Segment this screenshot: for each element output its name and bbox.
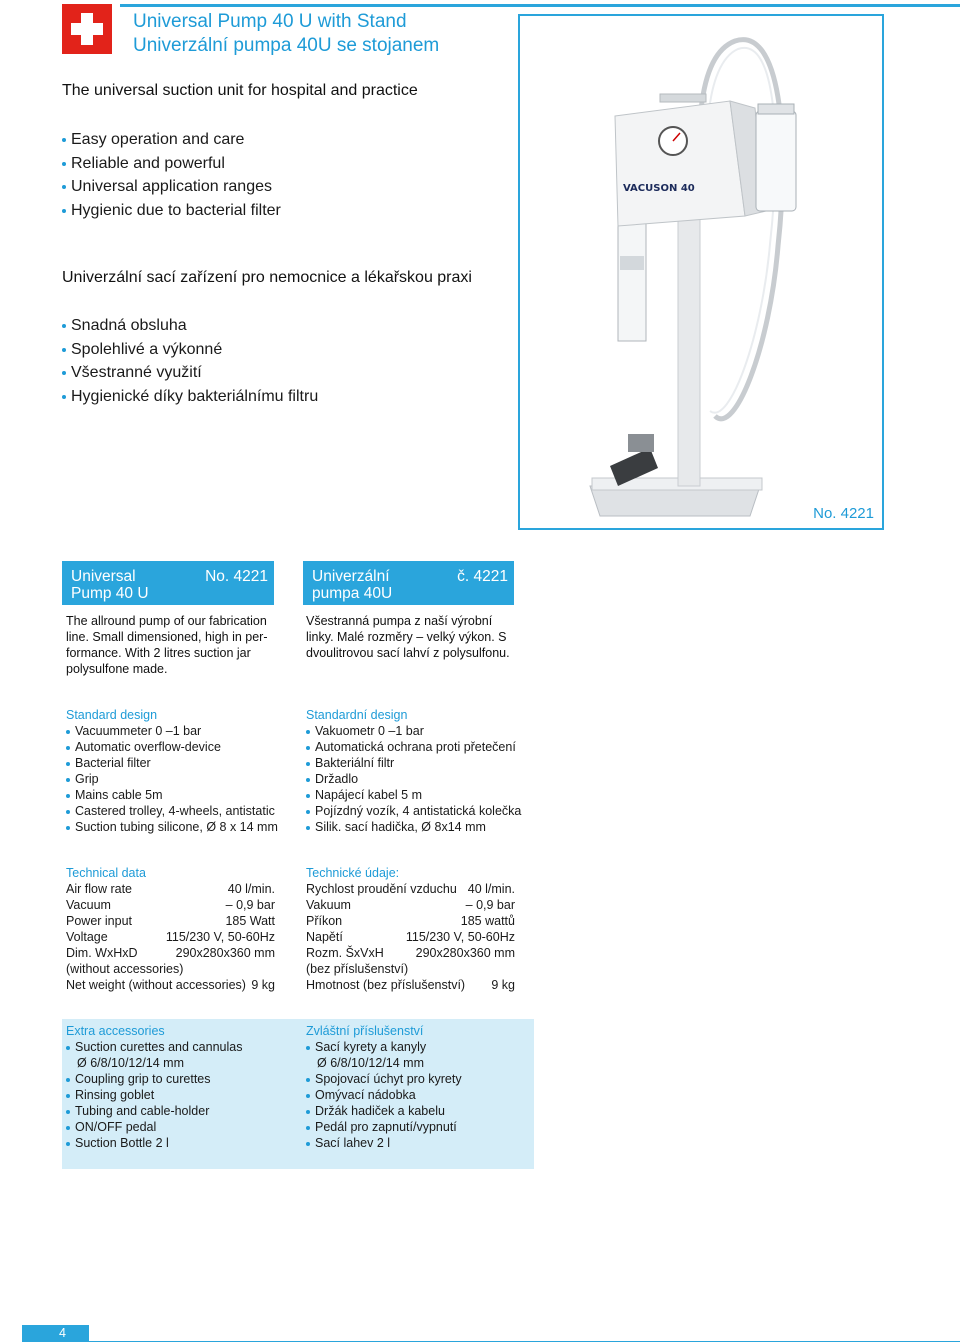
spec-value: 40 l/min. bbox=[227, 882, 275, 896]
spec-value: 115/230 V, 50-60Hz bbox=[165, 930, 275, 944]
spec-row bbox=[66, 945, 275, 961]
spec-label: Power input bbox=[66, 914, 133, 928]
list-item: Coupling grip to curettes bbox=[66, 1071, 296, 1087]
spec-value: 290x280x360 mm bbox=[175, 946, 275, 960]
accessories-cz bbox=[306, 1023, 531, 1151]
list-item: Castered trolley, 4-wheels, antistatic bbox=[66, 803, 296, 819]
spec-row bbox=[66, 977, 275, 993]
spec-row bbox=[306, 913, 515, 929]
spec-value: – 0,9 bar bbox=[465, 898, 515, 912]
accessories-en bbox=[66, 1023, 296, 1151]
product-name-line1: Univerzální bbox=[312, 568, 390, 585]
list-item: Silik. sací hadička, Ø 8x14 mm bbox=[306, 819, 546, 835]
standard-design-cz bbox=[306, 707, 546, 835]
header-rule bbox=[120, 4, 960, 7]
product-name-line1: Universal bbox=[71, 568, 136, 585]
list-item: Vakuometr 0 –1 bar bbox=[306, 723, 546, 739]
spec-row bbox=[306, 881, 515, 897]
spec-value: 9 kg bbox=[491, 978, 515, 992]
spec-value: – 0,9 bar bbox=[225, 898, 275, 912]
technical-data-cz bbox=[306, 865, 515, 993]
standard-list bbox=[306, 723, 546, 835]
list-item: Suction curettes and cannulas bbox=[66, 1039, 296, 1055]
list-item: Napájecí kabel 5 m bbox=[306, 787, 546, 803]
text-line: polysulfone made. bbox=[66, 662, 168, 676]
spec-row bbox=[66, 961, 275, 977]
list-item: Bacterial filter bbox=[66, 755, 296, 771]
list-item: Držák hadiček a kabelu bbox=[306, 1103, 531, 1119]
list-item: Suction tubing silicone, Ø 8 x 14 mm bbox=[66, 819, 296, 835]
device-label: VACUSON 40 bbox=[623, 183, 695, 194]
description-en bbox=[66, 613, 281, 677]
intro-heading-en: The universal suction unit for hospital and practice bbox=[62, 82, 418, 99]
spec-row bbox=[306, 897, 515, 913]
spec-value: 185 wattů bbox=[460, 914, 515, 928]
text-line: Všestranná pumpa z naší výrobní bbox=[306, 614, 493, 628]
list-item: Snadná obsluha bbox=[62, 314, 318, 338]
section-title: Standard design bbox=[66, 708, 158, 722]
text-line: dvoulitrovou sací lahví z polysulfonu. bbox=[306, 646, 510, 660]
text-line: The allround pump of our fabrication bbox=[66, 614, 267, 628]
list-item: Sací kyrety a kanyly bbox=[306, 1039, 531, 1055]
spec-label: (bez příslušenství) bbox=[306, 962, 409, 976]
list-item: Ø 6/8/10/12/14 mm bbox=[77, 1056, 185, 1070]
product-title-box-cz bbox=[303, 561, 514, 605]
standard-design-en bbox=[66, 707, 296, 835]
list-item: Pedál pro zapnutí/vypnutí bbox=[306, 1119, 531, 1135]
list-item: Všestranné využití bbox=[62, 361, 318, 385]
spec-row bbox=[306, 929, 515, 945]
product-number-cz: č. 4221 bbox=[457, 568, 508, 585]
spec-row bbox=[66, 881, 275, 897]
list-item: Ø 6/8/10/12/14 mm bbox=[317, 1056, 425, 1070]
spec-label: Vakuum bbox=[306, 898, 351, 912]
text-line: formance. With 2 litres suction jar bbox=[66, 646, 251, 660]
list-item: Automatic overflow-device bbox=[66, 739, 296, 755]
section-title: Extra accessories bbox=[66, 1024, 165, 1038]
spec-label: Air flow rate bbox=[66, 882, 132, 896]
page-title-en: Universal Pump 40 U with Stand bbox=[133, 11, 407, 32]
spec-label: Příkon bbox=[306, 914, 343, 928]
spec-value: 185 Watt bbox=[225, 914, 275, 928]
spec-label: Rychlost proudění vzduchu bbox=[306, 882, 457, 896]
product-title-box-en bbox=[62, 561, 274, 605]
spec-label: Napětí bbox=[306, 930, 343, 944]
product-name-line2: Pump 40 U bbox=[71, 585, 149, 602]
list-item: Reliable and powerful bbox=[62, 152, 281, 176]
list-item: Spojovací úchyt pro kyrety bbox=[306, 1071, 531, 1087]
accessories-list bbox=[306, 1039, 531, 1151]
list-item: Omývací nádobka bbox=[306, 1087, 531, 1103]
section-title: Standardní design bbox=[306, 708, 408, 722]
spec-row bbox=[306, 961, 515, 977]
list-item: Spolehlivé a výkonné bbox=[62, 338, 318, 362]
product-number: No. 4221 bbox=[813, 505, 874, 522]
list-item: Držadlo bbox=[306, 771, 546, 787]
spec-value: 290x280x360 mm bbox=[415, 946, 515, 960]
spec-value: 9 kg bbox=[251, 978, 275, 992]
product-number-en: No. 4221 bbox=[205, 568, 268, 585]
spec-row bbox=[306, 977, 515, 993]
page-number-tab bbox=[22, 1325, 89, 1342]
product-name-line2: pumpa 40U bbox=[312, 585, 393, 602]
page-title-cz: Univerzální pumpa 40U se stojanem bbox=[133, 35, 440, 56]
accessories-list bbox=[66, 1039, 296, 1151]
list-item: Rinsing goblet bbox=[66, 1087, 296, 1103]
spec-label: Dim. WxHxD bbox=[66, 946, 138, 960]
list-item: Hygienic due to bacterial filter bbox=[62, 199, 281, 223]
section-title: Technical data bbox=[66, 866, 146, 880]
section-title: Zvláštní příslušenství bbox=[306, 1024, 424, 1038]
spec-label: Hmotnost (bez příslušenství) bbox=[306, 978, 466, 992]
spec-row bbox=[66, 897, 275, 913]
list-item: Bakteriální filtr bbox=[306, 755, 546, 771]
text-line: linky. Malé rozměry – velký výkon. S bbox=[306, 630, 507, 644]
intro-bullets-en bbox=[62, 128, 281, 222]
page-number: 4 bbox=[59, 1326, 66, 1340]
accessories-box bbox=[62, 1019, 534, 1169]
list-item: Grip bbox=[66, 771, 296, 787]
spec-row bbox=[66, 913, 275, 929]
footer-rule bbox=[89, 1341, 960, 1342]
list-item: Hygienické díky bakteriálnímu filtru bbox=[62, 385, 318, 409]
list-item: Pojízdný vozík, 4 antistatická kolečka bbox=[306, 803, 546, 819]
spec-label: Vacuum bbox=[66, 898, 111, 912]
suction-pump-illustration bbox=[520, 16, 882, 528]
spec-value: 40 l/min. bbox=[467, 882, 515, 896]
list-item: Automatická ochrana proti přetečení bbox=[306, 739, 546, 755]
standard-list bbox=[66, 723, 296, 835]
intro-bullets-cz bbox=[62, 314, 318, 408]
swiss-flag-icon bbox=[62, 4, 112, 54]
spec-value: 115/230 V, 50-60Hz bbox=[405, 930, 515, 944]
list-item: Tubing and cable-holder bbox=[66, 1103, 296, 1119]
product-photo bbox=[518, 14, 884, 530]
technical-data-en bbox=[66, 865, 275, 993]
list-item: Vacuummeter 0 –1 bar bbox=[66, 723, 296, 739]
spec-row bbox=[306, 945, 515, 961]
spec-row bbox=[66, 929, 275, 945]
list-item: Sací lahev 2 l bbox=[306, 1135, 531, 1151]
spec-label: Net weight (without accessories) bbox=[66, 978, 246, 992]
list-item: ON/OFF pedal bbox=[66, 1119, 296, 1135]
text-line: line. Small dimensioned, high in per- bbox=[66, 630, 268, 644]
intro-heading-cz: Univerzální sací zařízení pro nemocnice a lékařskou praxi bbox=[62, 269, 472, 286]
spec-label: (without accessories) bbox=[66, 962, 184, 976]
list-item: Universal application ranges bbox=[62, 175, 281, 199]
description-cz bbox=[306, 613, 526, 661]
spec-label: Voltage bbox=[66, 930, 108, 944]
list-item: Mains cable 5m bbox=[66, 787, 296, 803]
list-item: Suction Bottle 2 l bbox=[66, 1135, 296, 1151]
spec-label: Rozm. ŠxVxH bbox=[306, 946, 384, 960]
list-item: Easy operation and care bbox=[62, 128, 281, 152]
section-title: Technické údaje: bbox=[306, 866, 400, 880]
